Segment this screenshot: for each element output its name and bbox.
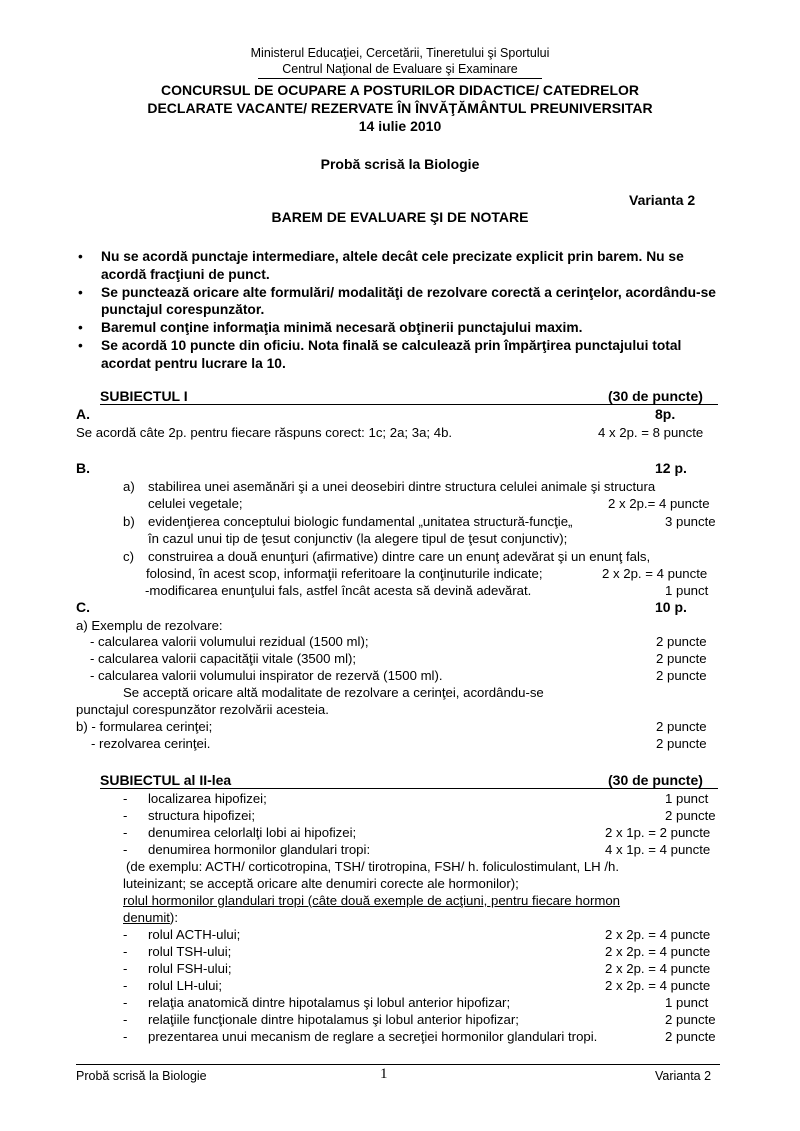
item-b-b-marker: b) <box>123 514 135 529</box>
c-note-1: Se acceptă oricare altă modalitate de rezolvare a cerinţei, acordându-se <box>123 685 544 700</box>
section-a-label: A. <box>76 406 90 422</box>
s2-item-score: 2 x 2p. = 4 puncte <box>605 944 711 959</box>
s2-item-score: 2 puncte <box>665 1029 716 1044</box>
item-b-c-text-3: -modificarea enunţului fals, astfel încât acesta să devină adevărat. <box>145 583 532 598</box>
s2-item-text: denumirea celorlalţi lobi ai hipofizei; <box>148 825 357 840</box>
dash-icon: - <box>123 927 128 942</box>
section-a-score: 4 x 2p. = 8 puncte <box>598 425 704 440</box>
s2-item-text: prezentarea unui mecanism de reglare a secreţiei hormonilor glandulari tropi. <box>148 1029 598 1044</box>
center-name: Centrul Naţional de Evaluare şi Examinare <box>282 62 518 76</box>
subject1-points: (30 de puncte) <box>608 388 703 404</box>
item-b-a-text-2: celulei vegetale; <box>148 496 243 511</box>
s2-example-1: (de exemplu: ACTH/ corticotropina, TSH/ tirotropina, FSH/ h. foliculostimulant, LH /h. <box>126 859 620 874</box>
item-b-c-score: 2 x 2p. = 4 puncte <box>602 566 708 581</box>
c-b-2-score: 2 puncte <box>656 736 707 751</box>
item-b-b-text: evidenţierea conceptului biologic fundamental „unitatea structură-funcţie„ <box>148 514 573 529</box>
header-divider <box>258 78 542 79</box>
subject1-heading: SUBIECTUL I <box>100 388 188 404</box>
s2-item-score: 2 x 1p. = 2 puncte <box>605 825 711 840</box>
section-a-points: 8p. <box>655 406 676 422</box>
s2-role-line-1: rolul hormonilor glandulari tropi (câte două exemple de acţiuni, pentru fiecare hormon <box>123 893 621 908</box>
section-a-text: Se acordă câte 2p. pentru fiecare răspuns corect: 1c; 2a; 3a; 4b. <box>76 425 453 440</box>
ministry-name: Ministerul Educaţiei, Cercetării, Tineretului şi Sportului <box>250 46 550 60</box>
item-b-b-text-2: în cazul unui tip de ţesut conjunctiv (la alegere tipul de ţesut conjunctiv); <box>148 531 568 546</box>
footer-right: Varianta 2 <box>655 1069 712 1083</box>
item-b-c-text: construirea a două enunţuri (afirmative) dintre care un enunţ adevărat şi un enunţ fals, <box>148 549 651 564</box>
c-b-1: b) - formularea cerinţei; <box>76 719 213 734</box>
footer-left: Probă scrisă la Biologie <box>76 1069 207 1083</box>
s2-item-text: rolul ACTH-ului; <box>148 927 241 942</box>
item-b-c-marker: c) <box>123 549 134 564</box>
s2-item-text: structura hipofizei; <box>148 808 256 823</box>
bullet-icon: • <box>78 320 83 335</box>
c-b-1-score: 2 puncte <box>656 719 707 734</box>
dash-icon: - <box>123 825 128 840</box>
c-item-score: 2 puncte <box>656 668 707 683</box>
c-item-score: 2 puncte <box>656 651 707 666</box>
item-b-a-score: 2 x 2p.= 4 puncte <box>608 496 710 511</box>
section-c-a-head: a) Exemplu de rezolvare: <box>76 618 223 633</box>
section-c-label: C. <box>76 599 90 615</box>
rule-item: • Baremul conţine informaţia minimă necesară obţinerii punctajului maxim. <box>78 320 583 335</box>
dash-icon: - <box>123 791 128 806</box>
title-line-1: CONCURSUL DE OCUPARE A POSTURILOR DIDACTICE/ CATEDRELOR <box>160 82 640 98</box>
subject2-underline <box>100 788 718 789</box>
s2-item-text: denumirea hormonilor glandulari tropi: <box>148 842 371 857</box>
c-item-text: - calcularea valorii volumului rezidual (1500 ml); <box>90 634 369 649</box>
rule-item: • Se punctează oricare alte formulări/ modalităţi de rezolvare corectă a cerinţelor, acordându-se punctajul corespunzător. <box>78 284 716 317</box>
item-b-c-text-2: folosind, în acest scop, informaţii referitoare la conţinuturile indicate; <box>146 566 543 581</box>
section-b-label: B. <box>76 460 90 476</box>
s2-item-text: relaţia anatomică dintre hipotalamus şi lobul anterior hipofizar; <box>148 995 511 1010</box>
exam-date: 14 iulie 2010 <box>358 118 442 134</box>
item-b-a-text: stabilirea unei asemănări şi a unei deosebiri dintre structura celulei animale şi structura <box>148 479 656 494</box>
item-b-c-score-2: 1 punct <box>665 583 709 598</box>
s2-item-score: 2 x 2p. = 4 puncte <box>605 961 711 976</box>
s2-item-text: localizarea hipofizei; <box>148 791 267 806</box>
dash-icon: - <box>123 978 128 993</box>
title-line-2: DECLARATE VACANTE/ REZERVATE ÎN ÎNVĂŢĂMÂNTUL PREUNIVERSITAR <box>147 100 653 116</box>
barem-title: BAREM DE EVALUARE ŞI DE NOTARE <box>271 209 529 225</box>
c-item-text: - calcularea valorii capacităţii vitale (3500 ml); <box>90 651 357 666</box>
s2-item-score: 2 x 2p. = 4 puncte <box>605 927 711 942</box>
page-number: 1 <box>380 1066 388 1082</box>
subject2-heading: SUBIECTUL al II-lea <box>100 772 232 788</box>
exam-subject: Probă scrisă la Biologie <box>320 156 480 172</box>
footer-divider <box>76 1064 720 1065</box>
s2-item-score: 1 punct <box>665 995 709 1010</box>
s2-item-text: rolul TSH-ului; <box>148 944 232 959</box>
c-b-2: - rezolvarea cerinţei. <box>91 736 211 751</box>
s2-item-text: relaţiile funcţionale dintre hipotalamus şi lobul anterior hipofizar; <box>148 1012 519 1027</box>
s2-item-text: rolul LH-ului; <box>148 978 223 993</box>
s2-role-tail: ): <box>169 910 178 925</box>
s2-item-score: 1 punct <box>665 791 709 806</box>
dash-icon: - <box>123 842 128 857</box>
c-item-text: - calcularea valorii volumului inspirator de rezervă (1500 ml). <box>90 668 443 683</box>
s2-item-score: 2 puncte <box>665 1012 716 1027</box>
bullet-icon: • <box>78 338 83 353</box>
s2-role-word: denumit <box>123 910 170 925</box>
item-b-a-marker: a) <box>123 479 135 494</box>
bullet-icon: • <box>78 249 83 264</box>
section-b-points: 12 p. <box>655 460 687 476</box>
subject1-underline <box>100 404 718 405</box>
dash-icon: - <box>123 808 128 823</box>
s2-example-2: luteinizant; se acceptă oricare alte denumiri corecte ale hormonilor); <box>123 876 519 891</box>
c-item-score: 2 puncte <box>656 634 707 649</box>
s2-role-line-2 <box>123 910 178 925</box>
dash-icon: - <box>123 944 128 959</box>
variant-label: Varianta 2 <box>629 192 696 208</box>
dash-icon: - <box>123 995 128 1010</box>
rule-item: • Se acordă 10 puncte din oficiu. Nota finală se calculează prin împărţirea punctajului total acordat pentru lucrare la 10. <box>78 338 682 371</box>
s2-item-score: 2 x 2p. = 4 puncte <box>605 978 711 993</box>
s2-item-score: 4 x 1p. = 4 puncte <box>605 842 711 857</box>
s2-item-text: rolul FSH-ului; <box>148 961 232 976</box>
dash-icon: - <box>123 961 128 976</box>
dash-icon: - <box>123 1029 128 1044</box>
subject2-points: (30 de puncte) <box>608 772 703 788</box>
section-c-points: 10 p. <box>655 599 687 615</box>
item-b-b-score: 3 puncte <box>665 514 716 529</box>
rules-list <box>76 248 726 373</box>
dash-icon: - <box>123 1012 128 1027</box>
s2-item-score: 2 puncte <box>665 808 716 823</box>
bullet-icon: • <box>78 284 83 300</box>
c-note-2: punctajul corespunzător rezolvării acesteia. <box>76 702 329 717</box>
rule-item: • Nu se acordă punctaje intermediare, altele decât cele precizate explicit prin barem. Nu se acordă fracţiuni de punct. <box>78 249 684 282</box>
